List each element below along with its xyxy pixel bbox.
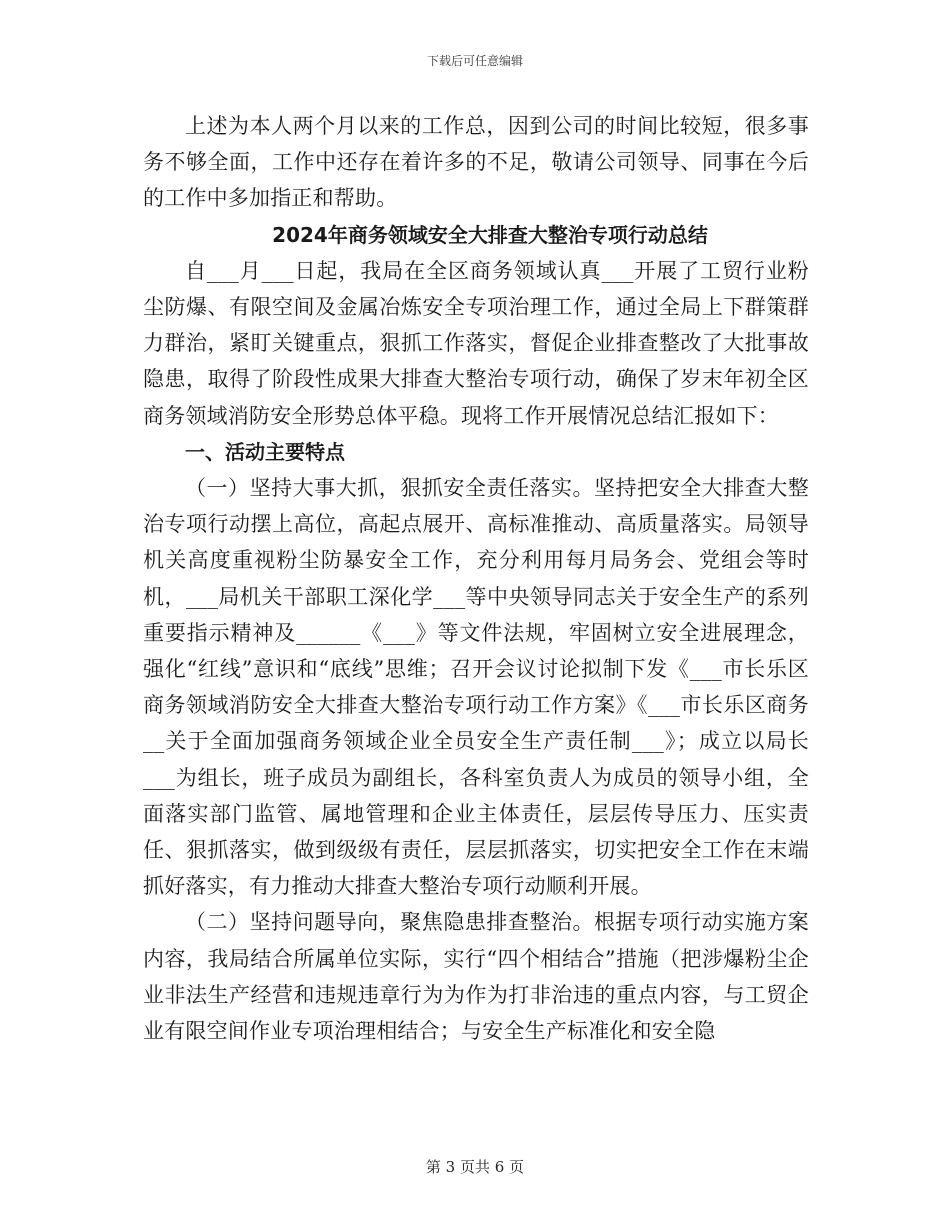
- paragraph-2: （一）坚持大事大抓，狠抓安全责任落实。坚持把安全大排查大整治专项行动摆上高位，高起点展开、高标准推动、高质量落实。局领导机关高度重视粉尘防暴安全工作，充分利用每月局务会、党组会等时机，___局机关干部职工深化学___等中央领导同志关于安全生产的系列重要指示精神及______《___》等文件法规，牢固树立安全进展理念，强化“红线”意识和“底线”思维；召开会议讨论拟制下发《___市长乐区商务领域消防安全大排查大整治专项行动工作方案》《___市长乐区商务__关于全面加强商务领域企业全员安全生产责任制___》；成立以局长___为组长，班子成员为副组长，各科室负责人为成员的领导小组，全面落实部门监管、属地管理和企业主体责任，层层传导压力、压实责任、狠抓落实，做到级级有责任，层层抓落实，切实把安全工作在末端抓好落实，有力推动大排查大整治专项行动顺利开展。: [143, 476, 809, 899]
- section-heading: 一、活动主要特点: [185, 439, 345, 464]
- document-title: 2024年商务领域安全大排查大整治专项行动总结: [272, 222, 708, 247]
- intro-paragraph: 上述为本人两个月以来的工作总，因到公司的时间比较短，很多事务不够全面，工作中还存在着许多的不足，敬请公司领导、同事在今后的工作中多加指正和帮助。: [143, 114, 809, 211]
- page-footer: 第 3 页共 6 页: [425, 1158, 525, 1176]
- paragraph-3: （二）坚持问题导向，聚焦隐患排查整治。根据专项行动实施方案内容，我局结合所属单位实际，实行“四个相结合”措施（把涉爆粉尘企业非法生产经营和违规违章行为为作为打非治违的重点内容，与工贸企业有限空间作业专项治理相结合；与安全生产标准化和安全隐: [143, 910, 809, 1044]
- paragraph-1: 自___月___日起，我局在全区商务领域认真___开展了工贸行业粉尘防爆、有限空间及金属冶炼安全专项治理工作，通过全局上下群策群力群治，紧盯关键重点，狠抓工作落实，督促企业排查整改了大批事故隐患，取得了阶段性成果大排查大整治专项行动，确保了岁末年初全区商务领域消防安全形势总体平稳。现将工作开展情况总结汇报如下：: [143, 258, 809, 428]
- page-header: 下载后可任意编辑: [426, 54, 523, 68]
- document-body: [143, 108, 809, 1049]
